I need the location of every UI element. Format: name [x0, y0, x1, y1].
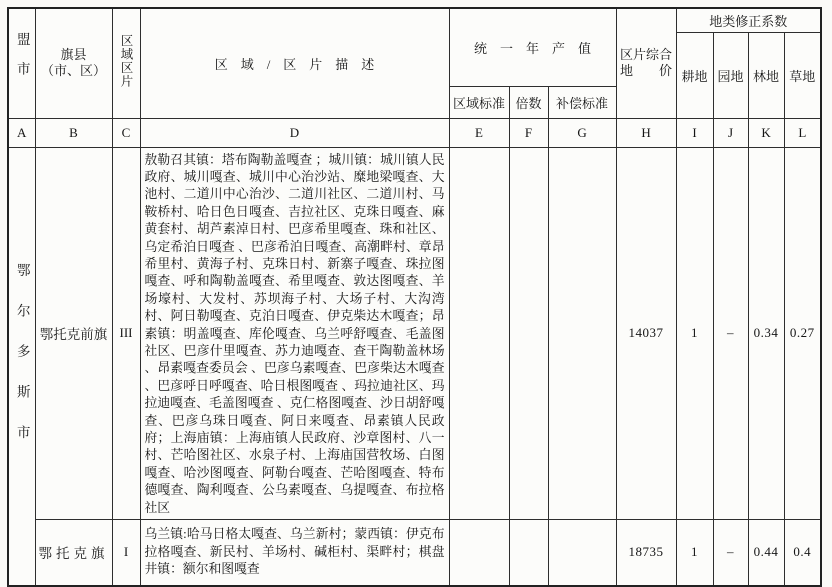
column-letter-h: H [616, 118, 676, 147]
column-letter-row [8, 118, 821, 147]
header-compensation-standard: 补偿标准 [548, 86, 616, 118]
column-letter-f: F [509, 118, 548, 147]
header-description: 区 域 / 区 片 描 述 [140, 8, 449, 118]
column-letter-l: L [784, 118, 821, 147]
cell-grass-coeff: 0.27 [784, 147, 821, 520]
column-letter-g: G [548, 118, 616, 147]
header-cultivated-land: 耕地 [676, 32, 713, 118]
column-letter-e: E [449, 118, 509, 147]
cell-regional-standard [449, 520, 509, 586]
column-letter-d: D [140, 118, 449, 147]
cell-cultivated-coeff: 1 [676, 147, 713, 520]
cell-garden-coeff: – [713, 147, 748, 520]
column-letter-k: K [748, 118, 784, 147]
header-banner-county-line1: 旗县 [60, 47, 87, 63]
cell-cultivated-coeff: 1 [676, 520, 713, 586]
cell-district-price: 14037 [616, 147, 676, 520]
header-district-price-line2: 地 价 [620, 63, 673, 79]
cell-multiplier [509, 147, 548, 520]
header-banner-county-line2: （市、区） [40, 63, 106, 79]
header-forest-land: 林地 [748, 32, 784, 118]
cell-league-city [8, 147, 35, 586]
header-league-city [8, 8, 35, 118]
cell-region-description: 乌兰镇:哈马日格太嘎查、乌兰新村；蒙西镇：伊克布拉格嘎查、新民村、羊场村、碱柜村、渠畔村；棋盘井镇：额尔和图嘎查 [140, 520, 449, 586]
column-letter-i: I [676, 118, 713, 147]
cell-banner-county: 鄂托克旗 [35, 520, 112, 586]
cell-regional-standard [449, 147, 509, 520]
header-regional-standard: 区域标准 [449, 86, 509, 118]
cell-compensation-standard [548, 147, 616, 520]
column-letter-j: J [713, 118, 748, 147]
cell-region-description: 敖勒召其镇：塔布陶勒盖嘎查 ；城川镇：城川镇人民政府、城川嘎查、城川中心治沙站、糜地梁嘎查、大池村、二道川中心治沙、二道川社区、二道川村、马鞍桥村、哈日色日嘎查、吉拉社区、克珠日嘎查、麻黄套村、胡芦素淖日村、巴彦希里嘎查、珠和社区、乌定希泊日嘎查 、巴彦希泊日嘎查、高潮畔村、章昂希里村、黄海子村、克珠日村、新寨子嘎查、珠拉图嘎查、呼和陶勒盖嘎查、希里嘎查、敦达图嘎查、羊场壕村、大发村、苏坝海子村、大场子村、大沟湾村、阿日勒嘎查、克泊日嘎查、伊克柴达木嘎查；昂素镇：明盖嘎查、库伦嘎查、乌兰呼舒嘎查、毛盖图社区、巴彦什里嘎查、苏力迪嘎查、查干陶勒盖林场 、昂素嘎查委员会 、巴彦乌素嘎查、巴彦柴达木嘎查 、巴彦呼日呼嘎查、哈日根图嘎查 、玛拉迪社区、玛拉迪嘎查、毛盖图嘎查 、克仁格图嘎查、沙日胡舒嘎查、巴彦乌珠日嘎查、阿日来嘎查、昂素镇人民政府；上海庙镇：上海庙镇人民政府、沙章图村、八一村、芒哈图社区、水泉子村、上海庙国营牧场、白图嘎查、哈沙图嘎查、阿勒台嘎查、芒哈图嘎查、特布德嘎查、陶利嘎查、公乌素嘎查、乌提嘎查、布拉格社区 [140, 147, 449, 520]
column-letter-a: A [8, 118, 35, 147]
header-row-top [8, 8, 821, 32]
header-grassland: 草地 [784, 32, 821, 118]
cell-grass-coeff: 0.4 [784, 520, 821, 586]
header-region-section-label: 区域区片 [119, 34, 133, 89]
header-district-comprehensive-price [616, 8, 676, 118]
cell-district-price: 18735 [616, 520, 676, 586]
table-row-etuokeqianqi [8, 147, 821, 520]
cell-banner-county: 鄂托克前旗 [35, 147, 112, 520]
cell-region-section: I [112, 520, 140, 586]
land-price-zone-table [7, 7, 822, 587]
header-league-city-label: 盟市 [14, 31, 30, 91]
cell-forest-coeff: 0.44 [748, 520, 784, 586]
header-district-price-line1: 区片综合 [620, 47, 673, 63]
header-banner-county [35, 8, 112, 118]
column-letter-b: B [35, 118, 112, 147]
cell-region-section: III [112, 147, 140, 520]
cell-forest-coeff: 0.34 [748, 147, 784, 520]
cell-compensation-standard [548, 520, 616, 586]
cell-garden-coeff: – [713, 520, 748, 586]
table-row-etuokeqi [8, 520, 821, 586]
header-unified-annual-output: 统 一 年 产 值 [449, 8, 616, 86]
cell-multiplier [509, 520, 548, 586]
column-letter-c: C [112, 118, 140, 147]
league-city-label: 鄂尔多斯市 [14, 262, 30, 466]
header-garden-land: 园地 [713, 32, 748, 118]
header-multiplier: 倍数 [509, 86, 548, 118]
header-land-type-correction: 地类修正系数 [676, 8, 821, 32]
header-region-section [112, 8, 140, 118]
